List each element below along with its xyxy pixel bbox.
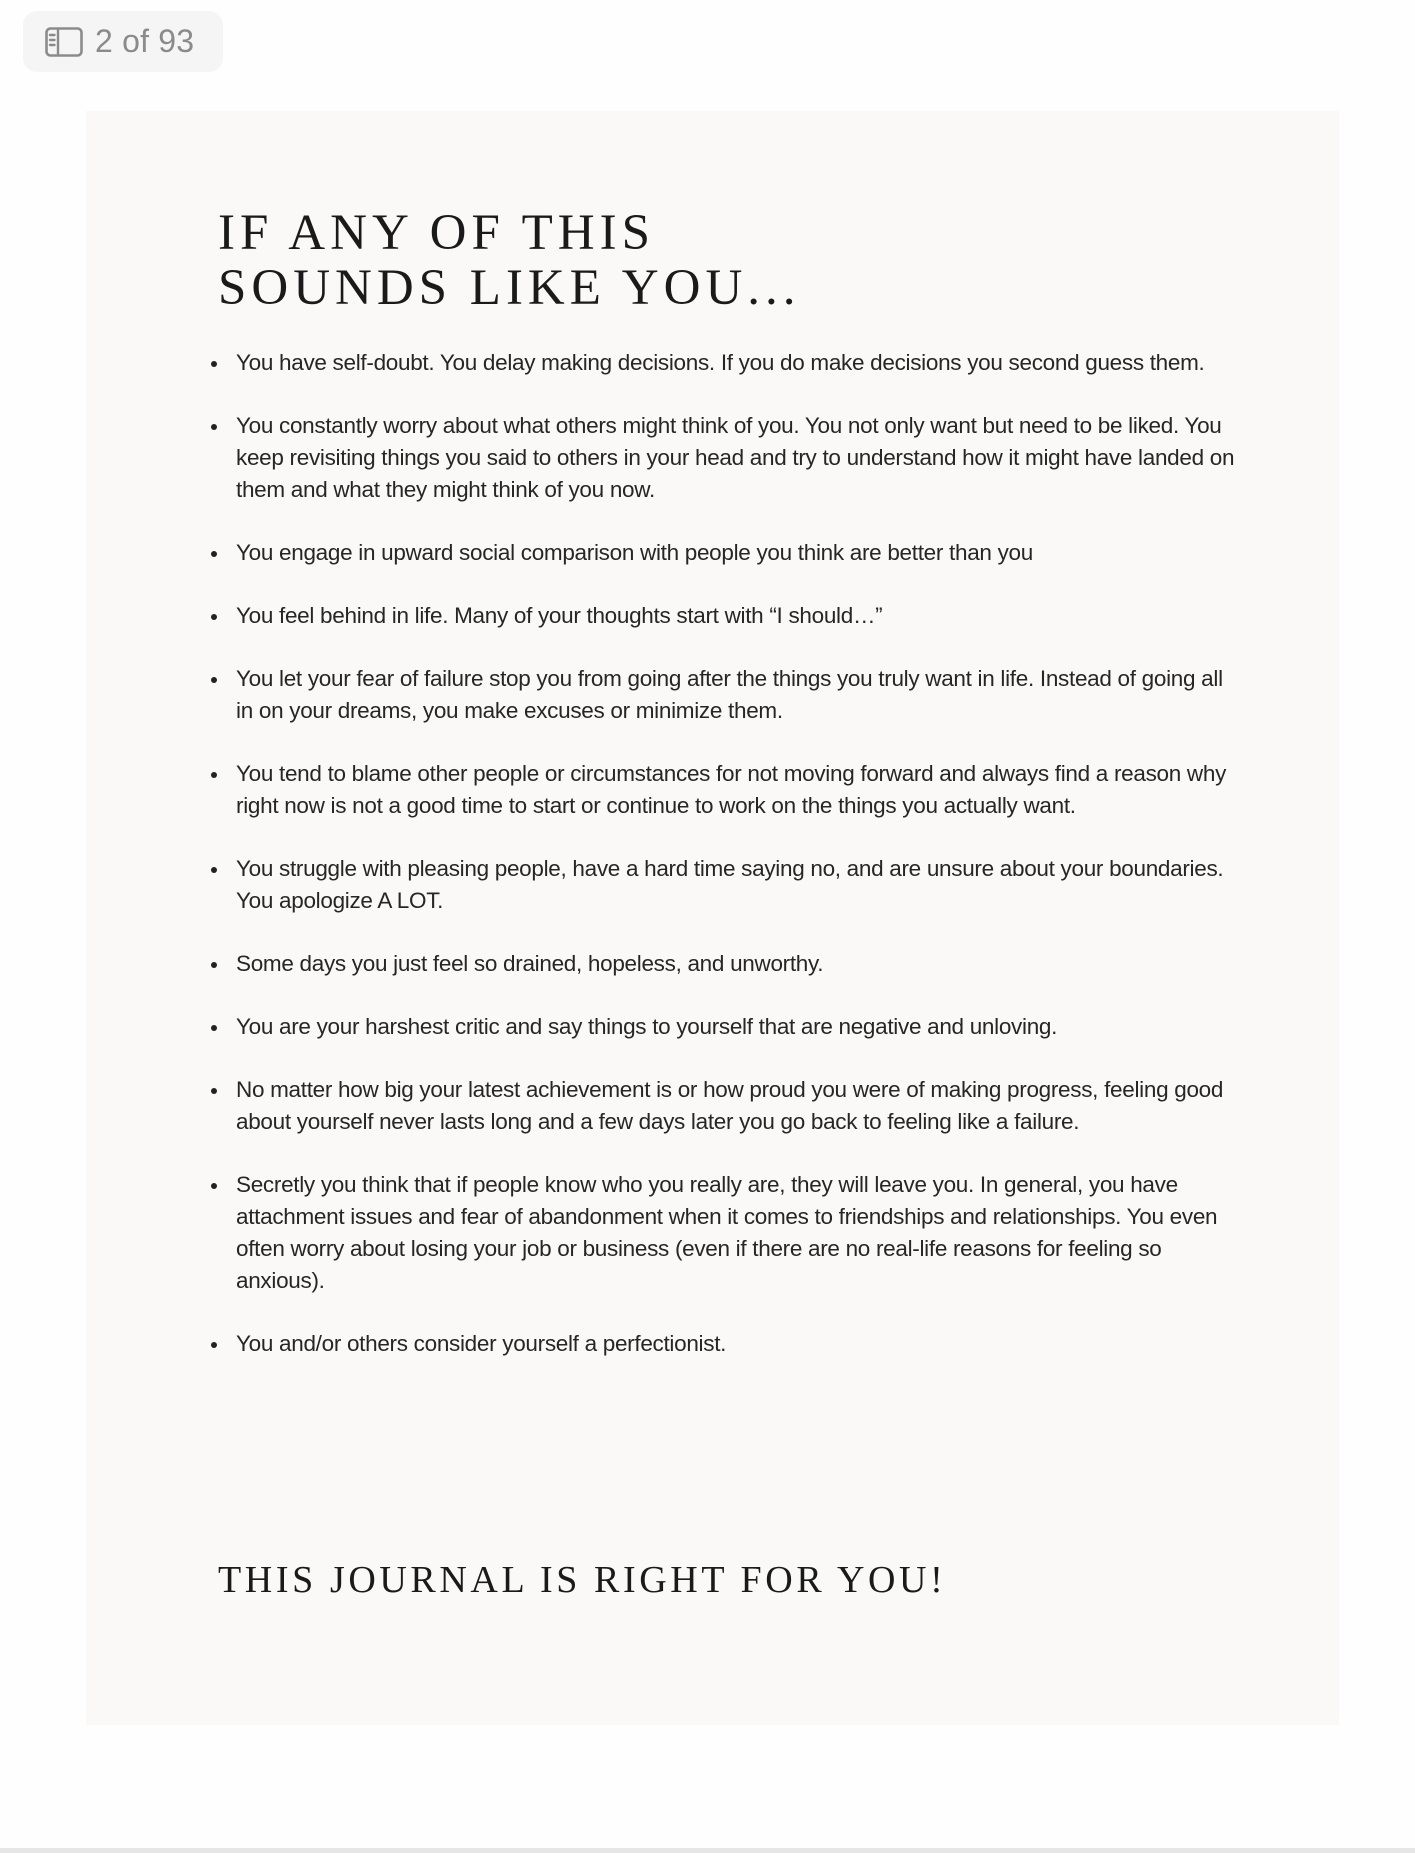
- page-heading: [218, 206, 801, 316]
- bullet-item: You let your fear of failure stop you from going after the things you truly want in life. Instead of going all in on your dreams, you make excuses or minimize them.: [236, 663, 1236, 727]
- bullet-item: You and/or others consider yourself a perfectionist.: [236, 1328, 1236, 1360]
- page-heading-line-2: SOUNDS LIKE YOU...: [218, 260, 801, 316]
- bottom-divider: [0, 1848, 1415, 1853]
- bullet-item: You struggle with pleasing people, have a hard time saying no, and are unsure about your boundaries. You apologize A LOT.: [236, 853, 1236, 917]
- page-indicator[interactable]: [23, 11, 223, 72]
- bullet-item: You feel behind in life. Many of your thoughts start with “I should…”: [236, 600, 1236, 632]
- document-page: [86, 111, 1339, 1725]
- bullet-item: You tend to blame other people or circumstances for not moving forward and always find a reason why right now is not a good time to start or continue to work on the things you actually want.: [236, 758, 1236, 822]
- bullet-item: You have self-doubt. You delay making decisions. If you do make decisions you second guess them.: [236, 347, 1236, 379]
- bullet-item: No matter how big your latest achievement is or how proud you were of making progress, feeling good about yourself never lasts long and a few days later you go back to feeling like a failure.: [236, 1074, 1236, 1138]
- bullet-item: You are your harshest critic and say things to yourself that are negative and unloving.: [236, 1011, 1236, 1043]
- page-heading-line-1: IF ANY OF THIS: [218, 205, 655, 261]
- bullet-item: Some days you just feel so drained, hopeless, and unworthy.: [236, 948, 1236, 980]
- page-layout-icon: [45, 27, 83, 57]
- bullet-item: You engage in upward social comparison with people you think are better than you: [236, 537, 1236, 569]
- bullet-list: [236, 347, 1236, 1391]
- bullet-item: Secretly you think that if people know who you really are, they will leave you. In general, you have attachment issues and fear of abandonment when it comes to friendships and relationships. You even often worry about losing your job or business (even if there are no real-life reasons for feeling so anxious).: [236, 1169, 1236, 1297]
- page-indicator-label: 2 of 93: [95, 23, 195, 59]
- bullet-item: You constantly worry about what others might think of you. You not only want but need to be liked. You keep revisiting things you said to others in your head and try to understand how it might have landed on them and what they might think of you now.: [236, 410, 1236, 506]
- closing-heading: THIS JOURNAL IS RIGHT FOR YOU!: [218, 1559, 947, 1601]
